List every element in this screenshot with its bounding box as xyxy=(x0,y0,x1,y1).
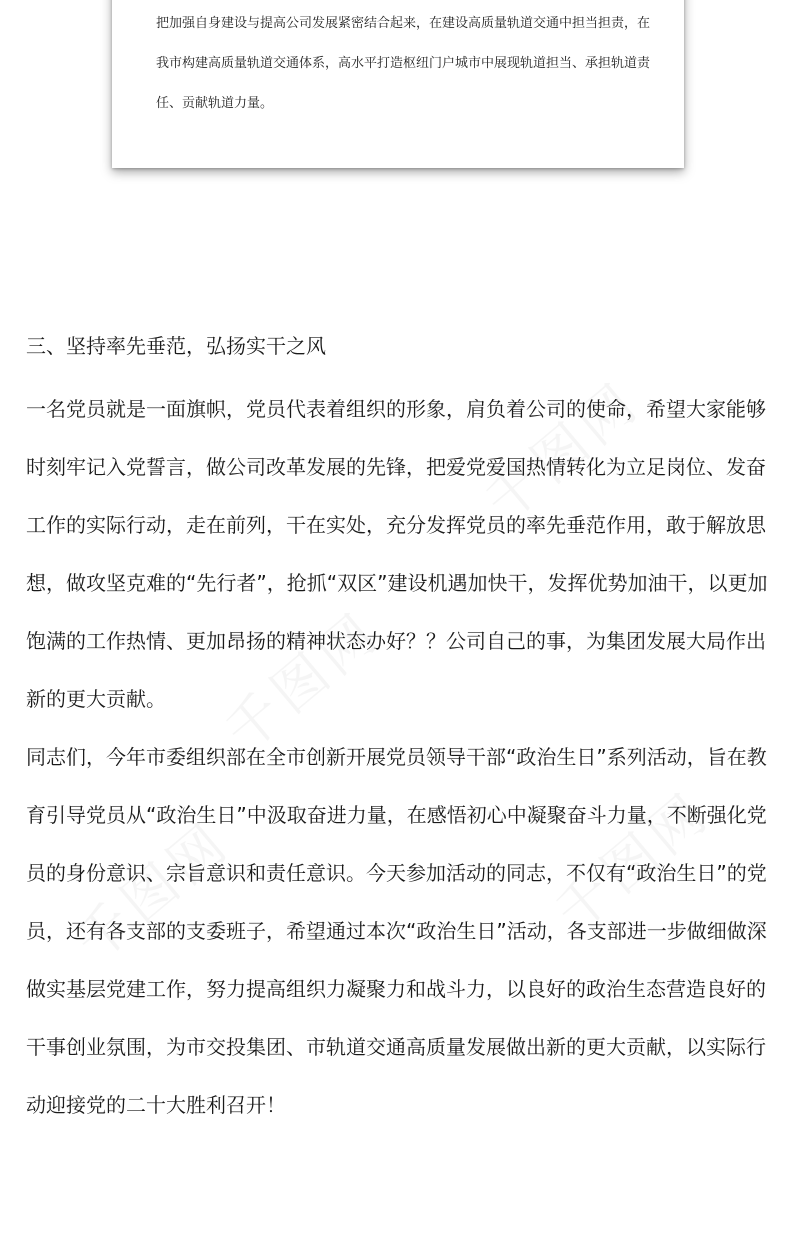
body-paragraph: 一名党员就是一面旗帜，党员代表着组织的形象，肩负着公司的使命，希望大家能够时刻牢记入党誓言，做公司改革发展的先锋，把爱党爱国热情转化为立足岗位、发奋工作的实际行动，走在前列，干在实处，充分发挥党员的率先垂范作用，敢于解放思想，做攻坚克难的“先行者”，抢抓“双区”建设机遇加快干，发挥优势加油干，以更加饱满的工作热情、更加昂扬的精神状态办好？？公司自己的事，为集团发展大局作出新的更大贡献。 xyxy=(26,397,768,711)
section-body xyxy=(26,380,778,1134)
body-paragraph: 同志们，今年市委组织部在全市创新开展党员领导干部“政治生日”系列活动，旨在教育引导党员从“政治生日”中汲取奋进力量，在感悟初心中凝聚奋斗力量，不断强化党员的身份意识、宗旨意识和责任意识。今天参加活动的同志，不仅有“政治生日”的党员，还有各支部的支委班子，希望通过本次“政治生日”活动，各支部进一步做细做深做实基层党建工作，努力提高组织力凝聚力和战斗力，以良好的政治生态营造良好的干事创业氛围，为市交投集团、市轨道交通高质量发展做出新的更大贡献，以实际行动迎接党的二十大胜利召开！ xyxy=(26,745,767,1117)
card-paragraph: 把加强自身建设与提高公司发展紧密结合起来，在建设高质量轨道交通中担当担责，在我市构建高质量轨道交通体系，高水平打造枢纽门户城市中展现轨道担当、承担轨道责任、贡献轨道力量。 xyxy=(156,16,651,111)
watermark-decoration: 千图网 xyxy=(473,369,652,534)
document-page-card xyxy=(112,0,684,168)
section-heading: 三、坚持率先垂范，弘扬实干之风 xyxy=(26,334,326,358)
watermark-decoration: 千图网 xyxy=(543,779,722,944)
watermark-decoration: 千图网 xyxy=(63,809,242,974)
watermark-decoration: 千图网 xyxy=(213,599,392,764)
